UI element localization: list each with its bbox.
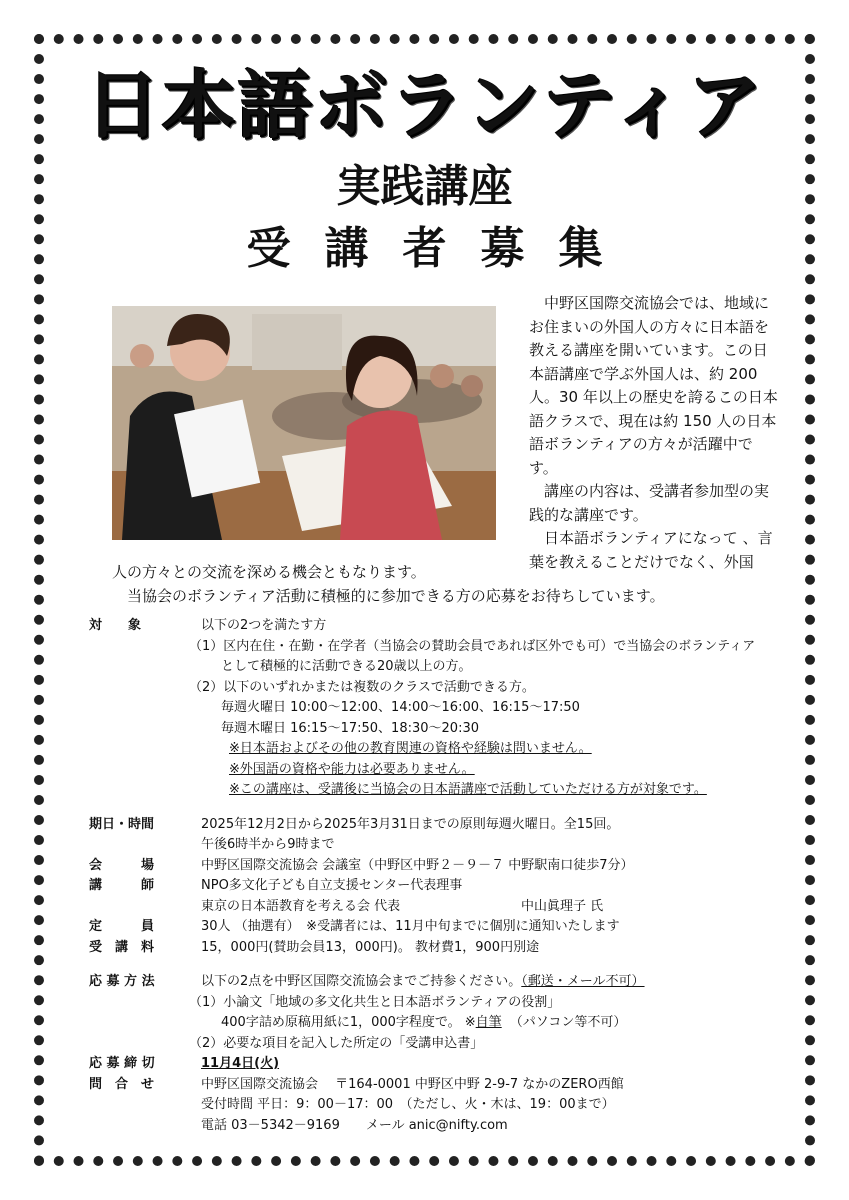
- target-line: （2）以下のいずれかまたは複数のクラスで活動できる方。: [189, 679, 535, 695]
- lecturer-org: 東京の日本語教育を考える会 代表: [201, 898, 401, 914]
- apply-label: 応 募 方 法: [89, 974, 155, 989]
- schedule-line: 午後6時半から9時まで: [201, 837, 335, 852]
- intro-paragraph: 当協会のボランティア活動に積極的に参加できる方の応募をお待ちしています。: [127, 586, 665, 605]
- intro-paragraph: 人の方々との交流を深める機会ともなります。: [112, 563, 426, 581]
- fee-row: [89, 938, 809, 959]
- intro-paragraph: 講座の内容は、受講者参加型の実践的な講座です。: [529, 482, 770, 524]
- apply-item-detail: [201, 1013, 809, 1034]
- apply-item: （2）必要な項目を記入した所定の「受講申込書」: [189, 1035, 484, 1051]
- schedule-line: 2025年12月2日から2025年3月31日までの原則毎週火曜日。全15回。: [201, 816, 620, 832]
- info-section: [89, 616, 809, 1136]
- deadline-container: [201, 1054, 809, 1075]
- target-label: 対 象: [89, 618, 142, 633]
- recruitment-heading: 受講者募集: [246, 223, 637, 274]
- contact-row: [89, 1075, 809, 1137]
- class-photo: [112, 306, 496, 540]
- fee-value: 15，000円(賛助会員13，000円)。 教材費1，900円別途: [201, 939, 540, 955]
- schedule-row: [89, 815, 809, 856]
- intro-paragraph: 中野区国際交流協会では、地域にお住まいの外国人の方々に日本語を教える講座を開いています。この日本語講座で学ぶ外国人は、約 200 人。30 年以上の歴史を誇るこの日本語クラスで、現在は約 150 人の日本語ボランティアの方々が活躍中です。: [529, 294, 778, 477]
- deadline-value: 11月4日(火): [201, 1056, 280, 1071]
- apply-detail-tail: （パソコン等不可）: [509, 1015, 627, 1030]
- apply-text: 以下の2点を中野区国際交流協会までご持参ください。: [201, 974, 522, 989]
- venue-row: [89, 856, 809, 877]
- apply-note: （郵送・メール不可）: [521, 974, 645, 989]
- page-subtitle: 実践講座: [336, 161, 513, 212]
- target-value: [189, 616, 809, 801]
- intro-paragraph: 日本語ボランティアになって 、言葉を教えることだけでなく、外国: [529, 529, 773, 571]
- capacity-value: 30人 （抽選有） ※受講者には、11月中旬までに個別に通知いたします: [201, 919, 620, 934]
- deadline-row: [89, 1054, 809, 1075]
- target-note: ※外国語の資格や能力は必要ありません。: [229, 761, 475, 777]
- schedule-label: 期日・時間: [89, 816, 155, 832]
- intro-continuation: [112, 561, 792, 608]
- target-line: として積極的に活動できる20歳以上の方。: [221, 659, 472, 674]
- contact-hours: 受付時間 平日：9：00－17：00 （ただし、火・木は、19：00まで）: [201, 1097, 615, 1112]
- apply-detail-text: 400字詰め原稿用紙に1，000字程度で。 ※: [221, 1015, 476, 1030]
- fee-label: 受 講 料: [89, 939, 155, 955]
- contact-phone: 電話 03－5342－9169 メール anic@nifty.com: [201, 1117, 508, 1133]
- target-line: 以下の2つを満たす方: [201, 618, 327, 633]
- venue-value: 中野区国際交流協会 会議室（中野区中野２－９－７ 中野駅南口徒歩7分）: [201, 857, 634, 873]
- apply-line: [201, 972, 809, 993]
- class-photo-image: [112, 306, 496, 540]
- capacity-label: 定 員: [89, 919, 155, 934]
- target-note: ※この講座は、受講後に当協会の日本語講座で活動していただける方が対象です。: [229, 782, 707, 797]
- apply-handwriting: 自筆: [475, 1015, 502, 1030]
- venue-label: 会 場: [89, 857, 155, 873]
- lecturer-line: NPO多文化子ども自立支援センター代表理事: [201, 878, 463, 893]
- capacity-row: [89, 917, 809, 938]
- target-note: ※日本語およびその他の教育関連の資格や経験は問いません。: [229, 741, 592, 756]
- target-row: [89, 616, 809, 801]
- apply-item: （1）小論文「地域の多文化共生と日本語ボランティアの役割」: [189, 994, 561, 1010]
- target-line: 毎週木曜日 16:15～17:50、18:30～20:30: [221, 720, 479, 736]
- lecturer-name: 中山眞理子 氏: [521, 898, 604, 914]
- apply-row: [89, 972, 809, 1054]
- contact-label: 問 合 せ: [89, 1076, 155, 1092]
- lecturer-row: [89, 876, 809, 917]
- target-line: 毎週火曜日 10:00～12:00、14:00～16:00、16:15～17:50: [221, 700, 580, 715]
- lecturer-label: 講 師: [89, 878, 155, 893]
- page-title: 日本語ボランティア: [85, 63, 764, 149]
- deadline-label: 応 募 締 切: [89, 1056, 155, 1071]
- contact-line: 中野区国際交流協会 〒164-0001 中野区中野 2-9-7 なかのZERO西館: [201, 1076, 624, 1092]
- intro-text: [529, 292, 779, 574]
- lecturer-line: [201, 897, 809, 918]
- target-line: （1）区内在住・在勤・在学者（当協会の賛助会員であれば区外でも可）で当協会のボランティア: [189, 638, 756, 654]
